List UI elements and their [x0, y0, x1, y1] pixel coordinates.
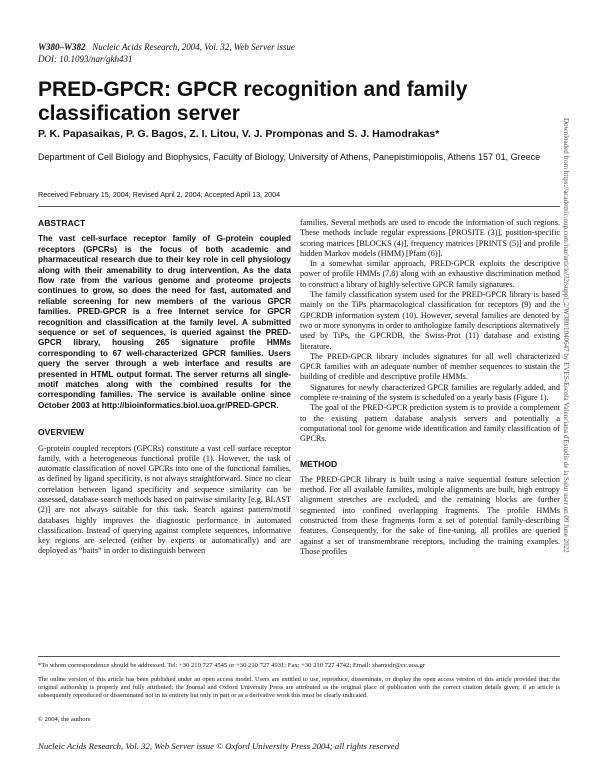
left-column: [38, 218, 291, 557]
license-notice: The online version of this article has been published under an open access model. Users are entitled to use, reproduce, disseminate, or display the open access version of this article provided that: the original authorship is properly and fully attributed; the Journal and Oxford University Press are attributed as the original place of publication with the correct citation details given; if an article is subsequently reproduced or disseminated not in its entirety but only in part or as a derivative work this must be clearly indicated.: [38, 676, 560, 699]
page-footer: Nucleic Acids Research, Vol. 32, Web Server issue © Oxford University Press 2004; all rights reserved: [38, 741, 400, 751]
footnote-divider: [38, 656, 560, 657]
affiliation: Department of Cell Biology and Biophysics, Faculty of Biology, University of Athens, Panepistimiopolis, Athens 157 01, Greece: [38, 152, 541, 162]
right-column: [300, 218, 560, 557]
right-paragraph-3: The family classification system used for the PRED-GPCR library is based mainly on the TiPs pharmacological classification for receptors (9) and the GPCRDB information system (10). However, several families are denoted by two or more synonyms in order to anthologize family descriptions alternatively used by TiPs, the GPCRDB, the Swiss-Prot (11) database and existing literature.: [300, 290, 560, 351]
overview-heading: OVERVIEW: [38, 427, 85, 438]
overview-text: G-protein coupled receptors (GPCRs) constitute a vast cell surface receptor family, with a heterogeneous functional profile (1). However, the task of automatic classification of novel GPCRs into one of the functional families, as defined by ligand specificity, is not always straightforward. Since no clear correlation between ligand specificity and sequence similarity can be assessed, database search methods based on pairwise similarity [e.g. BLAST (2)] are not always suitable for this task. Search against pattern/motif databases highly improves the diagnostic performance in automated classification. Instead of querying against complete sequences, informative key regions are selected (either by experts or automatically) and are deployed as “baits” in order to distinguish between: [38, 443, 291, 556]
header-divider: [38, 206, 560, 207]
correspondence-footnote: *To whom correspondence should be addressed. Tel: +30 210 727 4545 or +30 210 727 4931; Fax: +30 210 727 4742; Email: shamodr@cc.uoa.gr: [38, 662, 426, 669]
right-paragraph-1: families. Several methods are used to encode the information of such regions. These methods include regular expressions [PROSITE (3)], position-specific scoring matrices [BLOCKS (4)], frequency matrices [PRINTS (5)] and profile hidden Markov models (HMM) [Pfam (6)].: [300, 218, 560, 258]
right-paragraph-2: In a somewhat similar approach, PRED-GPCR exploits the descriptive power of profile HMMs (7,8) along with an exhaustive discrimination method to construct a library of highly selective GPCR family signatures.: [300, 259, 560, 289]
author-list: P. K. Papasaikas, P. G. Bagos, Z. I. Litou, V. J. Promponas and S. J. Hamodrakas*: [38, 128, 440, 140]
article-title: PRED-GPCR: GPCR recognition and family classification server: [38, 78, 468, 125]
received-dates: Received February 15, 2004; Revised April 2, 2004; Accepted April 13, 2004: [38, 190, 281, 199]
abstract-heading: ABSTRACT: [38, 218, 86, 228]
page-range: W380–W382: [38, 42, 86, 52]
method-text: The PRED-GPCR library is built using a naive sequential feature selection method. For all available families, multiple alignments are built, high entropy alignment stretches are excluded, and the remaining blocks are further segmented into confined overlapping fragments. The profile HMMs constructed from these fragments form a set of potential family-describing features. Consequently, for the sake of fine-tuning, all profiles are queried against a set of transmembrane receptors, including the training examples. Those profiles: [300, 474, 560, 556]
right-paragraph-5: Signatures for newly characterized GPCR families are regularly added, and complete re-training of the system is scheduled on a yearly basis (Figure 1).: [300, 382, 560, 403]
right-paragraph-4: The PRED-GPCR library includes signatures for all well characterized GPCR families with an adequate number of member sequences to sustain the building of credible and descriptive profile HMMs.: [300, 351, 560, 382]
right-paragraph-6: The goal of the PRED-GPCR prediction system is to provide a complement to the existing pattern database analysis servers and potentially a computational tool for genome wide identification and family classification of GPCRs.: [300, 403, 560, 444]
journal-header: [38, 42, 295, 53]
copyright-notice: © 2004, the authors: [38, 716, 91, 723]
journal-citation: Nucleic Acids Research, 2004, Vol. 32, Web Server issue: [92, 42, 295, 52]
download-watermark: Downloaded from https://academic.oup.com/nar/article/32/suppl_2/W380/1040647 by EVES-Escola Valenciana d'Estudis de la Salut user on 09 June 2022: [562, 118, 570, 553]
method-heading: METHOD: [300, 458, 338, 469]
abstract-text: The vast cell-surface receptor family of G-protein coupled receptors (GPCRs) is the focus of both academic and pharmaceutical research due to their key role in cell physiology along with their amenability to drug intervention. As the data flow rate from the various genome and proteome projects continues to grow, so does the need for fast, automated and reliable screening for new members of the various GPCR families. PRED-GPCR is a free Internet service for GPCR recognition and classification at the family level. A submitted sequence or set of sequences, is queried against the PRED-GPCR library, housing 265 signature profile HMMs corresponding to 67 well-characterized GPCR families. Users query the server through a web interface and results are presented in HTML output format. The server returns all single-motif matches along with the combined results for the corresponding families. The service is available online since October 2003 at http://bioinformatics.biol.uoa.gr/PRED-GPCR.: [38, 234, 291, 410]
doi: DOI: 10.1093/nar/gkh431: [38, 54, 133, 64]
